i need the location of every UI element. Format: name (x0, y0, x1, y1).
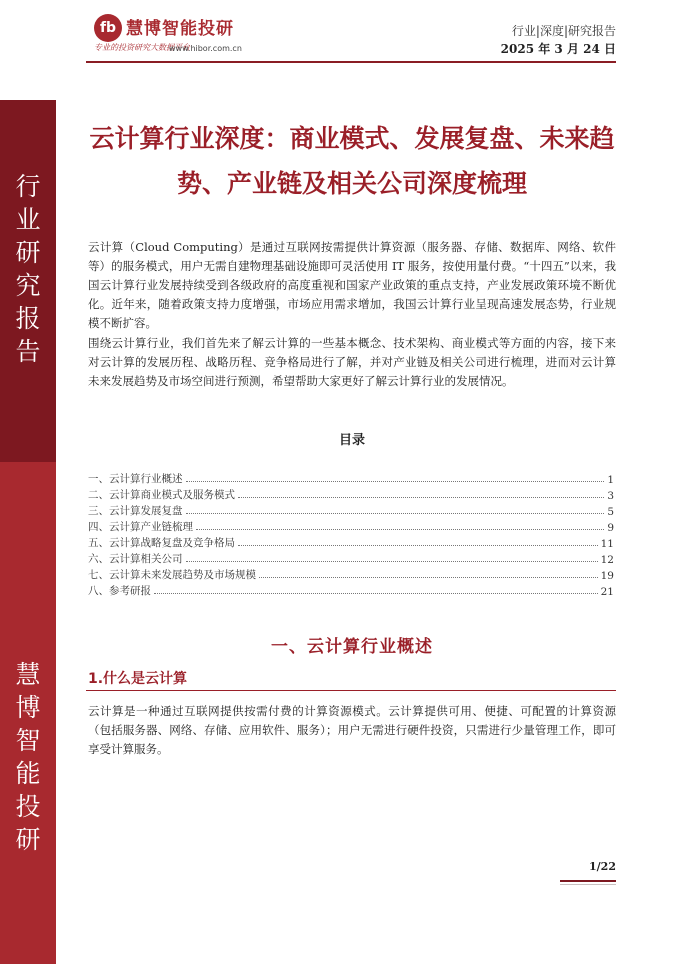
header-divider (86, 61, 616, 63)
table-of-contents (88, 470, 614, 598)
sidebar-label-brand: 慧博智能投研 (15, 660, 41, 854)
toc-entry[interactable] (88, 534, 614, 550)
sidebar-label-report-type: 行业研究报告 (15, 172, 41, 366)
toc-leader (238, 545, 598, 546)
toc-entry-label: 四、云计算产业链梳理 (88, 521, 193, 533)
toc-entry-label: 一、云计算行业概述 (88, 473, 183, 485)
toc-entry-label: 二、云计算商业模式及服务模式 (88, 489, 235, 501)
toc-leader (238, 497, 604, 498)
report-title: 云计算行业深度：商业模式、发展复盘、未来趋势、产业链及相关公司深度梳理 (89, 124, 615, 198)
toc-leader (259, 577, 598, 578)
toc-leader (186, 481, 605, 482)
toc-entry-label: 六、云计算相关公司 (88, 553, 183, 565)
brand-slogan: 专业的投资研究大数据平台 (94, 43, 190, 52)
toc-entry-page: 21 (600, 586, 614, 598)
toc-leader (196, 529, 604, 530)
toc-entry-label: 八、参考研报 (88, 585, 151, 597)
toc-leader (186, 561, 598, 562)
page-number: 1/22 (589, 860, 616, 873)
intro-paragraph-2: 围绕云计算行业，我们首先来了解云计算的一些基本概念、技术架构、商业模式等方面的内容，接下来对云计算的发展历程、战略历程、竞争格局进行了解，并对产业链及相关公司进行梳理，进而对云计算未来发展趋势及市场空间进行预测，希望帮助大家更好了解云计算行业的发展情况。 (88, 336, 616, 388)
report-date: 2025 年 3 月 24 日 (500, 42, 616, 56)
section-title: 一、云计算行业概述 (271, 637, 433, 657)
toc-entry-label: 七、云计算未来发展趋势及市场规模 (88, 569, 256, 581)
footer-divider (560, 880, 616, 882)
intro-paragraph-1: 云计算（Cloud Computing）是通过互联网按需提供计算资源（服务器、存储、数据库、网络、软件等）的服务模式，用户无需自建物理基础设施即可灵活使用 IT 服务，按使用量付费。“十四五”以来，我国云计算行业发展持续受到各级政府的高度重视和国家产业政策的重点支持，产业发展政策环境不断优化。近年来，随着政策支持力度增强，市场应用需求增加，我国云计算行业呈现高速发展态势，行业规模不断扩容。 (88, 240, 616, 330)
toc-entry-page: 9 (607, 522, 614, 534)
toc-entry-label: 五、云计算战略复盘及竞争格局 (88, 537, 235, 549)
subsection-divider (86, 690, 616, 691)
toc-entry[interactable] (88, 566, 614, 582)
toc-entry[interactable] (88, 502, 614, 518)
toc-entry[interactable] (88, 470, 614, 486)
toc-entry[interactable] (88, 550, 614, 566)
brand-url: www.hibor.com.cn (169, 44, 242, 53)
toc-entry[interactable] (88, 518, 614, 534)
brand-name: 慧博智能投研 (126, 19, 234, 39)
report-categories: 行业|深度|研究报告 (511, 24, 616, 38)
subsection-title: 1.什么是云计算 (88, 671, 188, 687)
toc-entry-page: 11 (600, 538, 614, 550)
toc-entry-page: 1 (607, 474, 614, 486)
footer-divider-light (560, 884, 616, 885)
toc-leader (154, 593, 598, 594)
toc-entry[interactable] (88, 582, 614, 598)
toc-entry[interactable] (88, 486, 614, 502)
brand-logo-icon: fb (94, 14, 122, 42)
toc-leader (186, 513, 605, 514)
toc-entry-page: 3 (607, 490, 614, 502)
toc-heading: 目录 (338, 433, 365, 448)
section-paragraph: 云计算是一种通过互联网提供按需付费的计算资源模式。云计算提供可用、便捷、可配置的计算资源（包括服务器、网络、存储、应用软件、服务）；用户无需进行硬件投资，只需进行少量管理工作，即可享受计算服务。 (88, 704, 616, 756)
toc-entry-page: 19 (600, 570, 614, 582)
toc-entry-page: 5 (607, 506, 614, 518)
toc-entry-page: 12 (600, 554, 614, 566)
toc-entry-label: 三、云计算发展复盘 (88, 505, 183, 517)
